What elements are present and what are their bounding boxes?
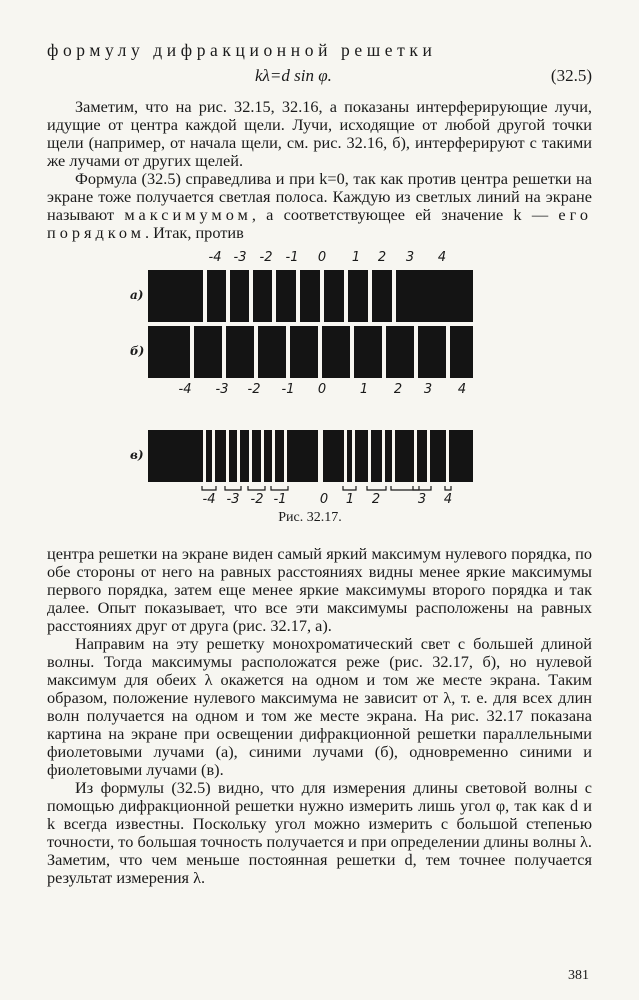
term-maximum: максимумом xyxy=(124,205,252,224)
order-label-c-m1: -1 xyxy=(273,492,287,507)
row-label-b: б) xyxy=(130,344,145,358)
screen-c xyxy=(148,430,473,482)
order-label-b-1: 1 xyxy=(359,382,369,397)
order-label-c-m4: -4 xyxy=(202,492,216,507)
order-label-b-2: 2 xyxy=(393,382,403,397)
paragraph-4: Направим на эту решетку монохроматический свет с большей длиной волны. Тогда максимумы расположатся реже (рис. 32.17, б), но нулевой максимум для обеих λ окажется на одном и том же месте экрана. Таким образом, положение нулевого максимума не зависит от λ, т. е. для всех длин волн получается на одном и том же месте экрана. На рис. 32.17 показана картина на экране при освещении дифракционной решетки параллельными фиолетовыми лучами (а), синими лучами (б), одновременно синими и фиолетовыми лучами (в). xyxy=(47,634,592,779)
order-label-c-m3: -3 xyxy=(226,492,240,507)
para2-start: Формула (32.5) справедлива и при k=0, так как против центра решетки на экране тоже получается светлая полоса. Каждую из светлых линий на экране называют xyxy=(47,169,592,224)
order-label-b-3: 3 xyxy=(423,382,433,397)
order-label-a-2: 2 xyxy=(377,250,387,265)
paragraph-5: Из формулы (32.5) видно, что для измерения длины световой волны с помощью дифракционной решетки нужно измерить лишь угол φ, так как d и k всегда известны. Поскольку угол можно измерить с большой степенью точности, то большая точность получается и при определении длины волны λ. Заметим, что чем меньше постоянная решетки d, тем точнее получается результат измерения λ. xyxy=(47,778,592,887)
order-label-a-m4: -4 xyxy=(208,250,222,265)
order-label-c-4: 4 xyxy=(443,492,453,507)
text-block-bottom xyxy=(47,545,592,887)
paragraph-2 xyxy=(47,170,592,242)
diffraction-patterns xyxy=(130,248,490,503)
order-label-a-3: 3 xyxy=(405,250,415,265)
paragraph-3: центра решетки на экране виден самый яркий максимум нулевого порядка, по обе стороны от него на равных расстояниях видны менее яркие максимумы первого порядка, затем еще менее яркие максимумы второго порядка и так далее. Опыт показывает, что все эти максимумы расположены на равных расстояниях друг от друга (рис. 32.17, а). xyxy=(47,544,592,635)
row-label-c: в) xyxy=(130,448,144,462)
order-label-a-m2: -2 xyxy=(259,250,273,265)
section-heading: формулу дифракционной решетки xyxy=(47,40,437,60)
order-label-c-0: 0 xyxy=(319,492,329,507)
page-number: 381 xyxy=(568,968,589,983)
order-label-a-m1: -1 xyxy=(285,250,299,265)
grating-formula: kλ=d sin φ. xyxy=(255,66,332,85)
figure-caption: Рис. 32.17. xyxy=(278,510,342,525)
para2-mid: , а соответствующее ей значение k — xyxy=(251,205,549,224)
order-label-c-1: 1 xyxy=(345,492,355,507)
order-label-b-m1: -1 xyxy=(281,382,295,397)
para2-end: . Итак, против xyxy=(144,223,244,242)
screen-a xyxy=(148,270,473,322)
order-label-a-1: 1 xyxy=(351,250,361,265)
order-label-c-2: 2 xyxy=(371,492,381,507)
order-label-b-m2: -2 xyxy=(247,382,261,397)
text-block-top xyxy=(47,98,592,242)
screen-b xyxy=(148,326,473,378)
order-label-b-m4: -4 xyxy=(178,382,192,397)
order-brackets xyxy=(202,486,451,490)
order-label-c-3: 3 xyxy=(417,492,427,507)
order-label-a-0: 0 xyxy=(317,250,327,265)
figure-32-17 xyxy=(130,248,490,533)
equation-number: (32.5) xyxy=(550,66,592,85)
paragraph-1: Заметим, что на рис. 32.15, 32.16, а показаны интерферирующие лучи, идущие от центра каждой щели. Лучи, исходящие от любой другой точки щели (например, от начала щели, см. рис. 32.16, б), интерферируют с такими же лучами от других щелей. xyxy=(47,97,592,170)
order-label-a-m3: -3 xyxy=(233,250,247,265)
order-label-b-m3: -3 xyxy=(215,382,229,397)
term-order: его порядком xyxy=(47,205,592,242)
order-label-a-4: 4 xyxy=(437,250,447,265)
order-label-b-4: 4 xyxy=(457,382,467,397)
order-label-b-0: 0 xyxy=(317,382,327,397)
row-label-a: а) xyxy=(130,288,144,302)
order-label-c-m2: -2 xyxy=(250,492,264,507)
